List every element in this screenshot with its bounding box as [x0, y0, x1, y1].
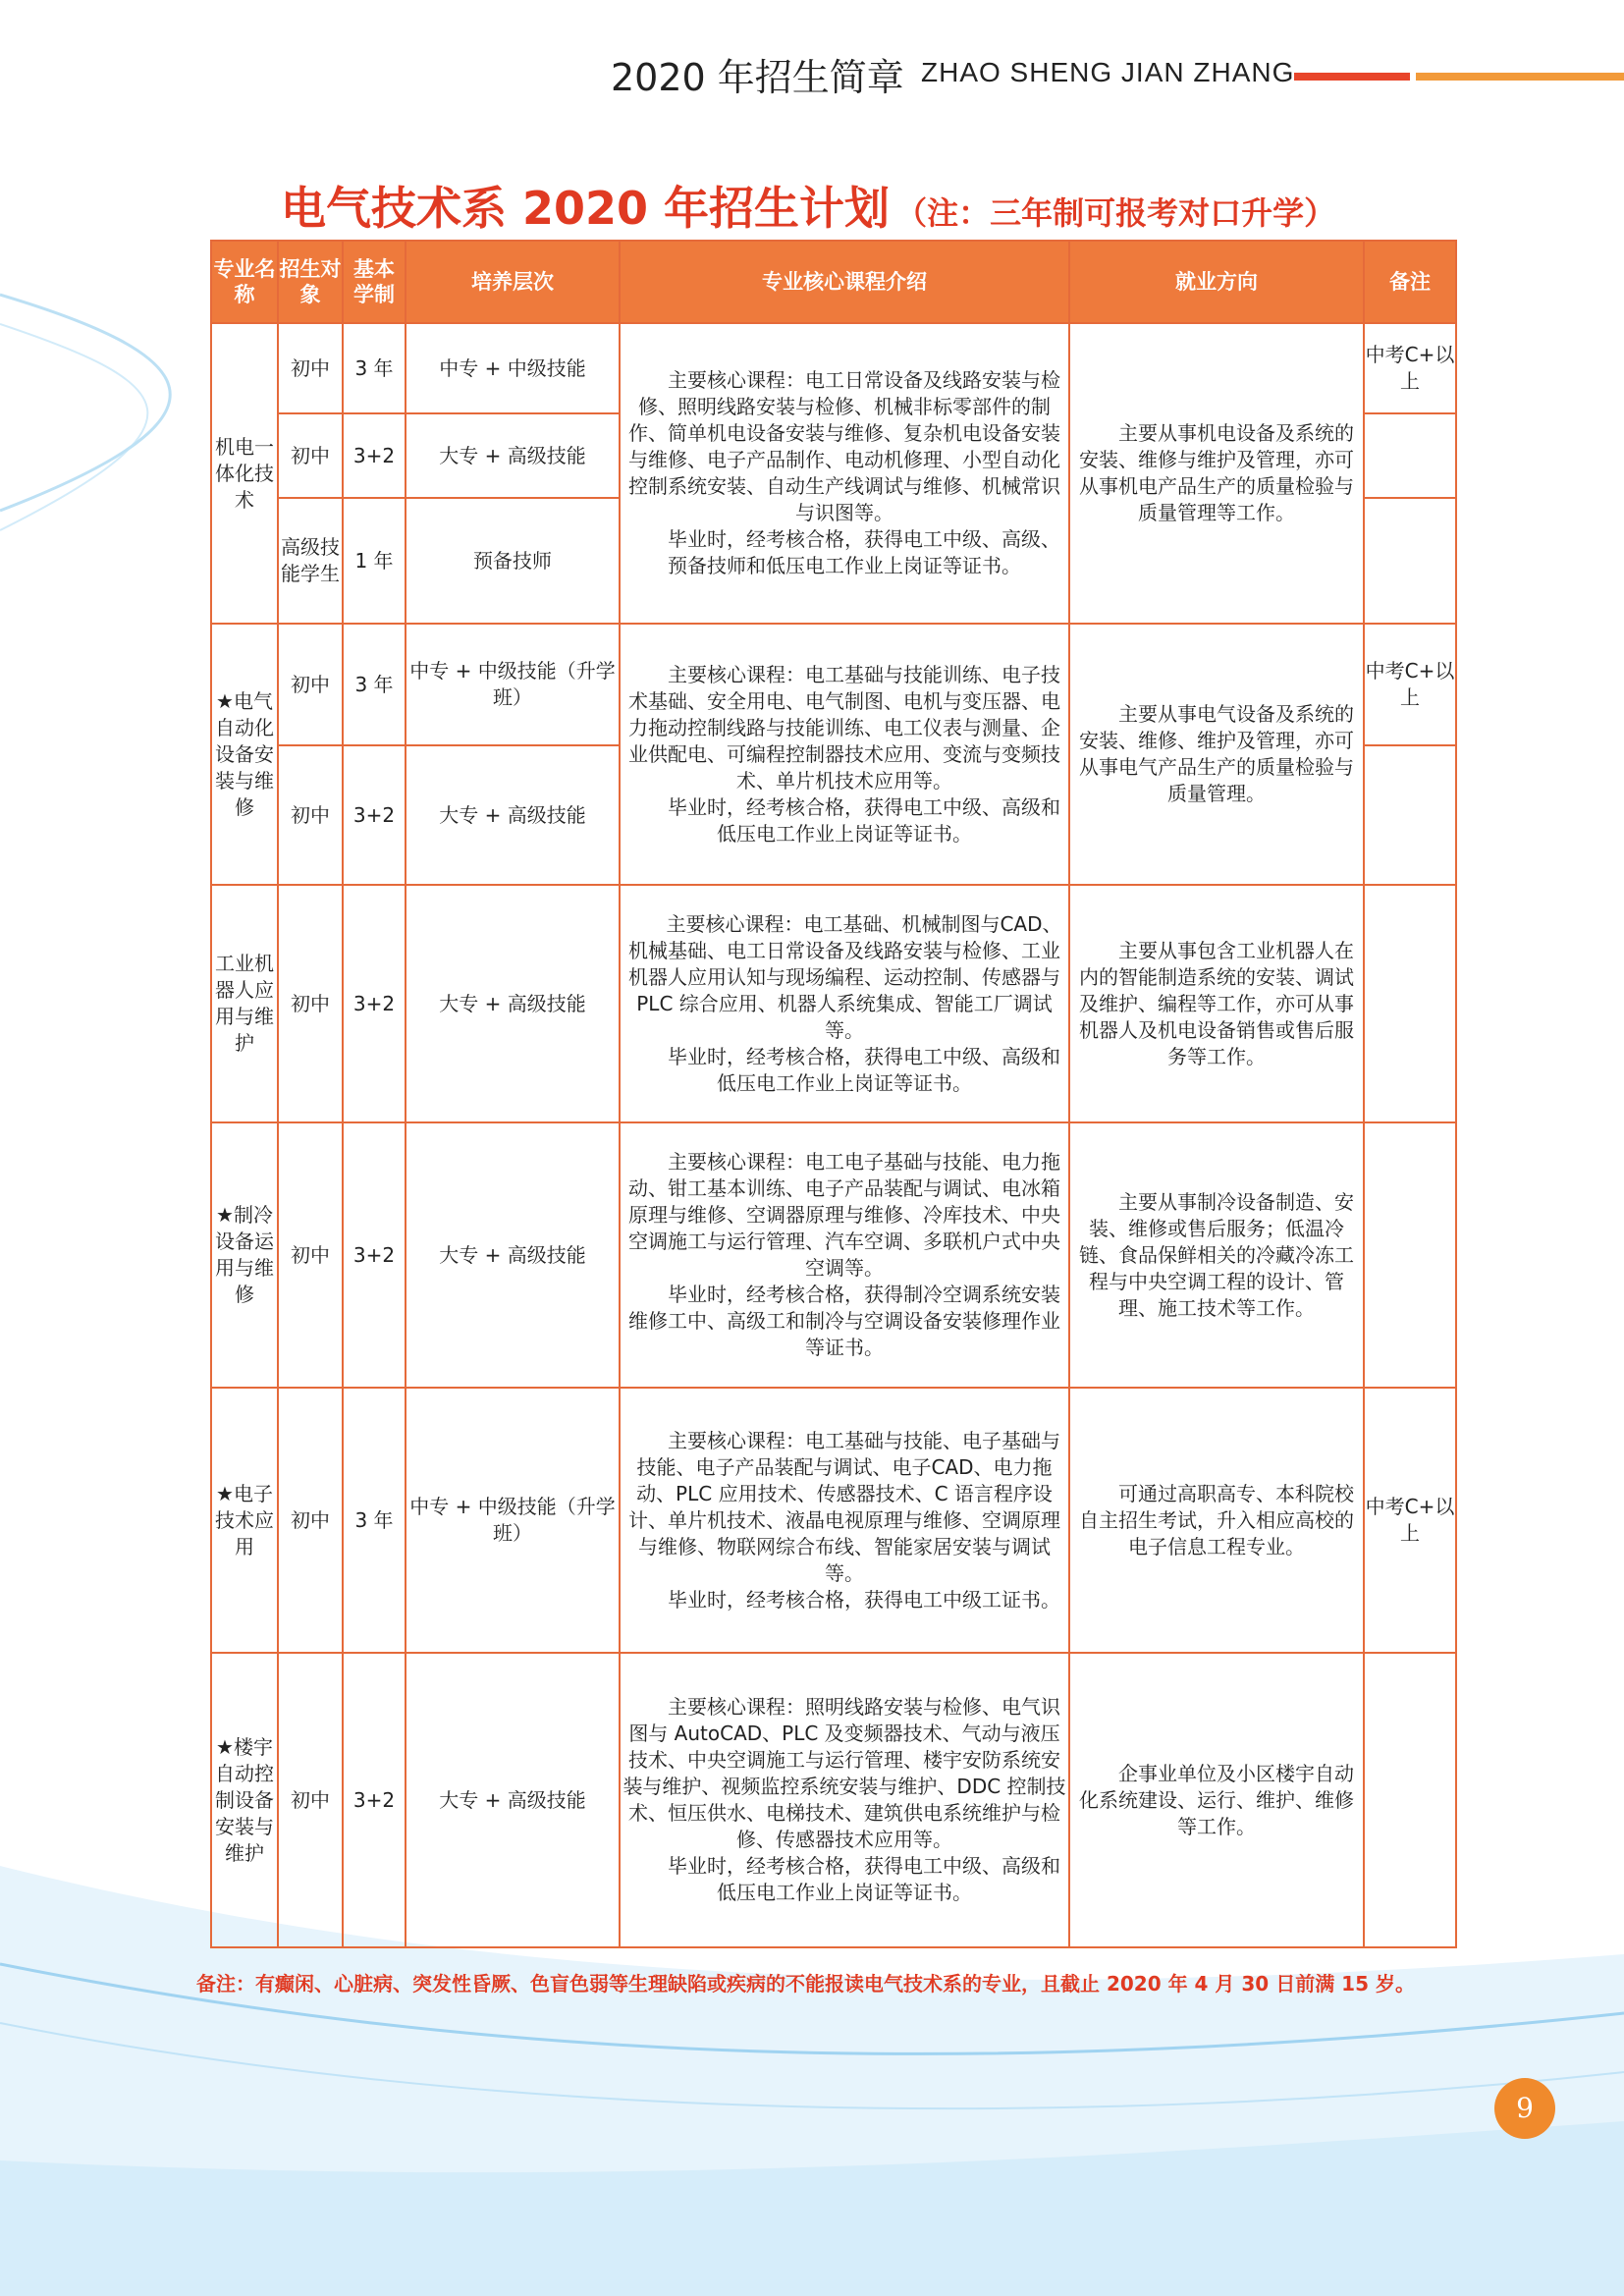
course-description	[620, 1388, 1069, 1653]
column-header-target: 招生对象	[278, 241, 343, 323]
table-row	[211, 1122, 1456, 1388]
track-target: 初中	[278, 323, 343, 413]
career-direction	[1069, 1388, 1364, 1653]
track-duration: 3+2	[343, 885, 406, 1122]
course-text: 主要核心课程：电工电子基础与技能、电力拖动、钳工基本训练、电子产品装配与调试、电冰箱原理与维修、空调器原理与维修、冷库技术、中央空调施工与运行管理、汽车空调、多联机户式中央空调等。	[628, 1150, 1060, 1280]
career-direction	[1069, 624, 1364, 885]
table-row	[211, 624, 1456, 745]
page-title-main: 电气技术系 2020 年招生计划	[281, 182, 891, 235]
course-description	[620, 624, 1069, 885]
track-level: 预备技师	[406, 498, 620, 624]
track-remark	[1364, 498, 1456, 624]
column-header-career: 就业方向	[1069, 241, 1364, 323]
track-level: 大专 + 高级技能	[406, 885, 620, 1122]
career-text: 主要从事制冷设备制造、安装、维修或售后服务；低温冷链、食品保鲜相关的冷藏冷冻工程与中央空调工程的设计、管理、施工技术等工作。	[1079, 1189, 1354, 1320]
page-title-note: （注：三年制可报考对口升学）	[895, 194, 1336, 232]
header-accent-bar	[1294, 73, 1410, 81]
track-duration: 3+2	[343, 745, 406, 885]
graduation-text: 毕业时，经考核合格，获得电工中级工证书。	[668, 1587, 1060, 1612]
page-title	[281, 173, 1335, 238]
column-header-courses: 专业核心课程介绍	[620, 241, 1069, 323]
header-title: 2020 年招生简章	[611, 56, 904, 99]
track-target: 初中	[278, 745, 343, 885]
career-text: 主要从事电气设备及系统的安装、维修、维护及管理，亦可从事电气产品生产的质量检验与质量管理。	[1079, 702, 1354, 805]
track-duration: 3+2	[343, 413, 406, 498]
footnote: 备注：有癫闲、心脏病、突发性昏厥、色盲色弱等生理缺陷或疾病的不能报读电气技术系的专业，且截止 2020 年 4 月 30 日前满 15 岁。	[196, 1972, 1415, 1995]
track-duration: 3+2	[343, 1122, 406, 1388]
track-remark	[1364, 885, 1456, 1122]
track-remark: 中考C+以上	[1364, 624, 1456, 745]
table-row	[211, 1653, 1456, 1947]
table-header-row	[211, 241, 1456, 323]
column-header-remark: 备注	[1364, 241, 1456, 323]
career-text: 主要从事包含工业机器人在内的智能制造系统的安装、调试及维护、编程等工作，亦可从事机器人及机电设备销售或售后服务等工作。	[1079, 938, 1354, 1068]
career-text: 主要从事机电设备及系统的安装、维修与维护及管理，亦可从事机电产品生产的质量检验与质量管理等工作。	[1079, 421, 1354, 524]
major-name: ★制冷设备运用与维修	[211, 1122, 278, 1388]
course-text: 主要核心课程：电工基础、机械制图与CAD、机械基础、电工日常设备及线路安装与检修、工业机器人应用认知与现场编程、运动控制、传感器与 PLC 综合应用、机器人系统集成、智能工厂调试等。	[628, 911, 1062, 1042]
graduation-text: 毕业时，经考核合格，获得电工中级、高级和低压电工作业上岗证等证书。	[668, 794, 1060, 846]
track-duration: 3+2	[343, 1653, 406, 1947]
track-target: 初中	[278, 624, 343, 745]
track-target: 初中	[278, 1653, 343, 1947]
track-level: 大专 + 高级技能	[406, 1122, 620, 1388]
track-remark: 中考C+以上	[1364, 1388, 1456, 1653]
course-description	[620, 1653, 1069, 1947]
track-level: 大专 + 高级技能	[406, 1653, 620, 1947]
graduation-text: 毕业时，经考核合格，获得电工中级、高级和低压电工作业上岗证等证书。	[668, 1854, 1060, 1904]
graduation-text: 毕业时，经考核合格，获得制冷空调系统安装维修工中、高级工和制冷与空调设备安装修理作业等证书。	[628, 1283, 1060, 1359]
track-duration: 3 年	[343, 624, 406, 745]
track-remark	[1364, 745, 1456, 885]
track-remark	[1364, 1122, 1456, 1388]
column-header-duration: 基本学制	[343, 241, 406, 323]
career-direction	[1069, 1122, 1364, 1388]
course-text: 主要核心课程：电工基础与技能训练、电子技术基础、安全用电、电气制图、电机与变压器、电力拖动控制线路与技能训练、电工仪表与测量、企业供配电、可编程控制器技术应用、变流与变频技术、单片机技术应用等。	[628, 662, 1060, 793]
header-subtitle: ZHAO SHENG JIAN ZHANG	[921, 57, 1295, 87]
column-header-major: 专业名称	[211, 241, 278, 323]
table-row	[211, 885, 1456, 1122]
course-description	[620, 323, 1069, 624]
course-description	[620, 885, 1069, 1122]
column-header-level: 培养层次	[406, 241, 620, 323]
table-row	[211, 323, 1456, 413]
career-direction	[1069, 323, 1364, 624]
track-target: 初中	[278, 1388, 343, 1653]
graduation-text: 毕业时，经考核合格，获得电工中级、高级、预备技师和低压电工作业上岗证等证书。	[668, 527, 1060, 577]
enrollment-plan-table	[210, 240, 1457, 1948]
track-remark	[1364, 1653, 1456, 1947]
track-remark	[1364, 413, 1456, 498]
career-text: 可通过高职高专、本科院校自主招生考试，升入相应高校的电子信息工程专业。	[1079, 1481, 1354, 1558]
track-duration: 3 年	[343, 323, 406, 413]
header-accent-bar-secondary	[1416, 73, 1624, 81]
track-level: 大专 + 高级技能	[406, 413, 620, 498]
major-name: 工业机器人应用与维护	[211, 885, 278, 1122]
track-target: 初中	[278, 1122, 343, 1388]
track-level: 中专 + 中级技能（升学班）	[406, 624, 620, 745]
major-name: 机电一体化技术	[211, 323, 278, 624]
page-number: 9	[1494, 2078, 1555, 2139]
track-duration: 3 年	[343, 1388, 406, 1653]
career-direction	[1069, 1653, 1364, 1947]
track-target: 初中	[278, 885, 343, 1122]
graduation-text: 毕业时，经考核合格，获得电工中级、高级和低压电工作业上岗证等证书。	[668, 1044, 1060, 1095]
career-direction	[1069, 885, 1364, 1122]
track-target: 高级技能学生	[278, 498, 343, 624]
course-description	[620, 1122, 1069, 1388]
track-target: 初中	[278, 413, 343, 498]
track-level: 大专 + 高级技能	[406, 745, 620, 885]
major-name: ★电子技术应用	[211, 1388, 278, 1653]
career-text: 企事业单位及小区楼宇自动化系统建设、运行、维护、维修等工作。	[1079, 1761, 1354, 1838]
track-level: 中专 + 中级技能	[406, 323, 620, 413]
table-row	[211, 1388, 1456, 1653]
course-text: 主要核心课程：电工基础与技能、电子基础与技能、电子产品装配与调试、电子CAD、电力拖动、PLC 应用技术、传感器技术、C 语言程序设计、单片机技术、液晶电视原理与维修、空调原理与维修、物联网综合布线、智能家居安装与调试等。	[628, 1428, 1060, 1585]
major-name: ★楼宇自动控制设备安装与维护	[211, 1653, 278, 1947]
major-name: ★电气自动化设备安装与维修	[211, 624, 278, 885]
track-remark: 中考C+以上	[1364, 323, 1456, 413]
course-text: 主要核心课程：电工日常设备及线路安装与检修、照明线路安装与检修、机械非标零部件的制作、简单机电设备安装与维修、复杂机电设备安装与维修、电子产品制作、电动机修理、小型自动化控制系统安装、自动生产线调试与维修、机械常识与识图等。	[628, 368, 1060, 524]
page-header	[0, 47, 1624, 106]
track-level: 中专 + 中级技能（升学班）	[406, 1388, 620, 1653]
track-duration: 1 年	[343, 498, 406, 624]
course-text: 主要核心课程：照明线路安装与检修、电气识图与 AutoCAD、PLC 及变频器技术、气动与液压技术、中央空调施工与运行管理、楼宇安防系统安装与维护、视频监控系统安装与维护、DDC 控制技术、恒压供水、电梯技术、建筑供电系统维护与检修、传感器技术应用等。	[623, 1695, 1066, 1851]
